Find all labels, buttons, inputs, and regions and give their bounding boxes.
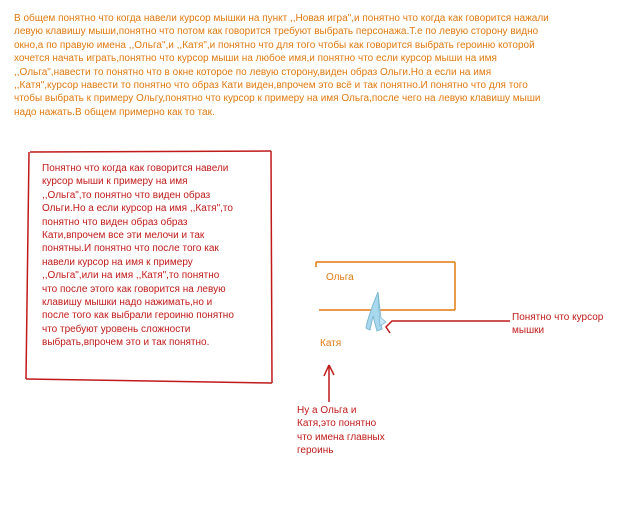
heroines-annotation: Ну а Ольга и Катя,это понятно что имена главных героинь — [297, 405, 385, 457]
intro-text: В общем понятно что когда навели курсор мышки на пункт ,,Новая игра",и понятно что когда как говорится нажали левую клавишу мыши,понятно что потом как говорится требуют выбрать персонажа.Т.е по левую сторону видно окно,а по правую имена ,,Ольга",и ,,Катя",и понятно что для того чтобы как говорится выбрать героиню которой хочется начать играть,понятно что курсор мыши на любое имя,и понятно что если курсор мыши на имя ,,Ольга",навести то понятно что в окне которое по левую сторону,виден образ Ольги.Но а если на имя ,,Катя",курсор навести то понятно что образ Кати виден,впрочем это всё и так понятно.И понятно что для того чтобы выбрать к примеру Ольгу,понятно что курсор к примеру на имя Ольга,после чего на левую клавишу мыши надо нажать.В общем примерно как то так. — [14, 13, 549, 118]
cursor-annotation: Понятно что курсор мышки — [512, 312, 604, 337]
cursor-figure — [366, 292, 386, 331]
olga-selection-box — [316, 262, 455, 310]
heroines-pointer-arrow — [324, 365, 334, 402]
cursor-pointer-arrow — [386, 321, 510, 333]
name-olga-label: Ольга — [326, 272, 354, 283]
explanation-box-text: Понятно что когда как говорится навели курсор мыши к примеру на имя ,,Ольга",то понятно что виден образ Ольги.Но а если курсор на имя ,,Катя",то понятно что виден образ образ Кати,впрочем все эти мелочи и так понятны.И понятно что после того как навели курсор на имя к примеру ,,Ольга",или на имя ,,Катя",то понятно что после этого как говорится на левую клавишу мышки надо нажимать,но и после того как выбрали героиню понятно что требуют уровень сложности выбрать,впрочем это и так понятно. — [42, 163, 234, 349]
name-katya-label: Катя — [320, 338, 342, 349]
